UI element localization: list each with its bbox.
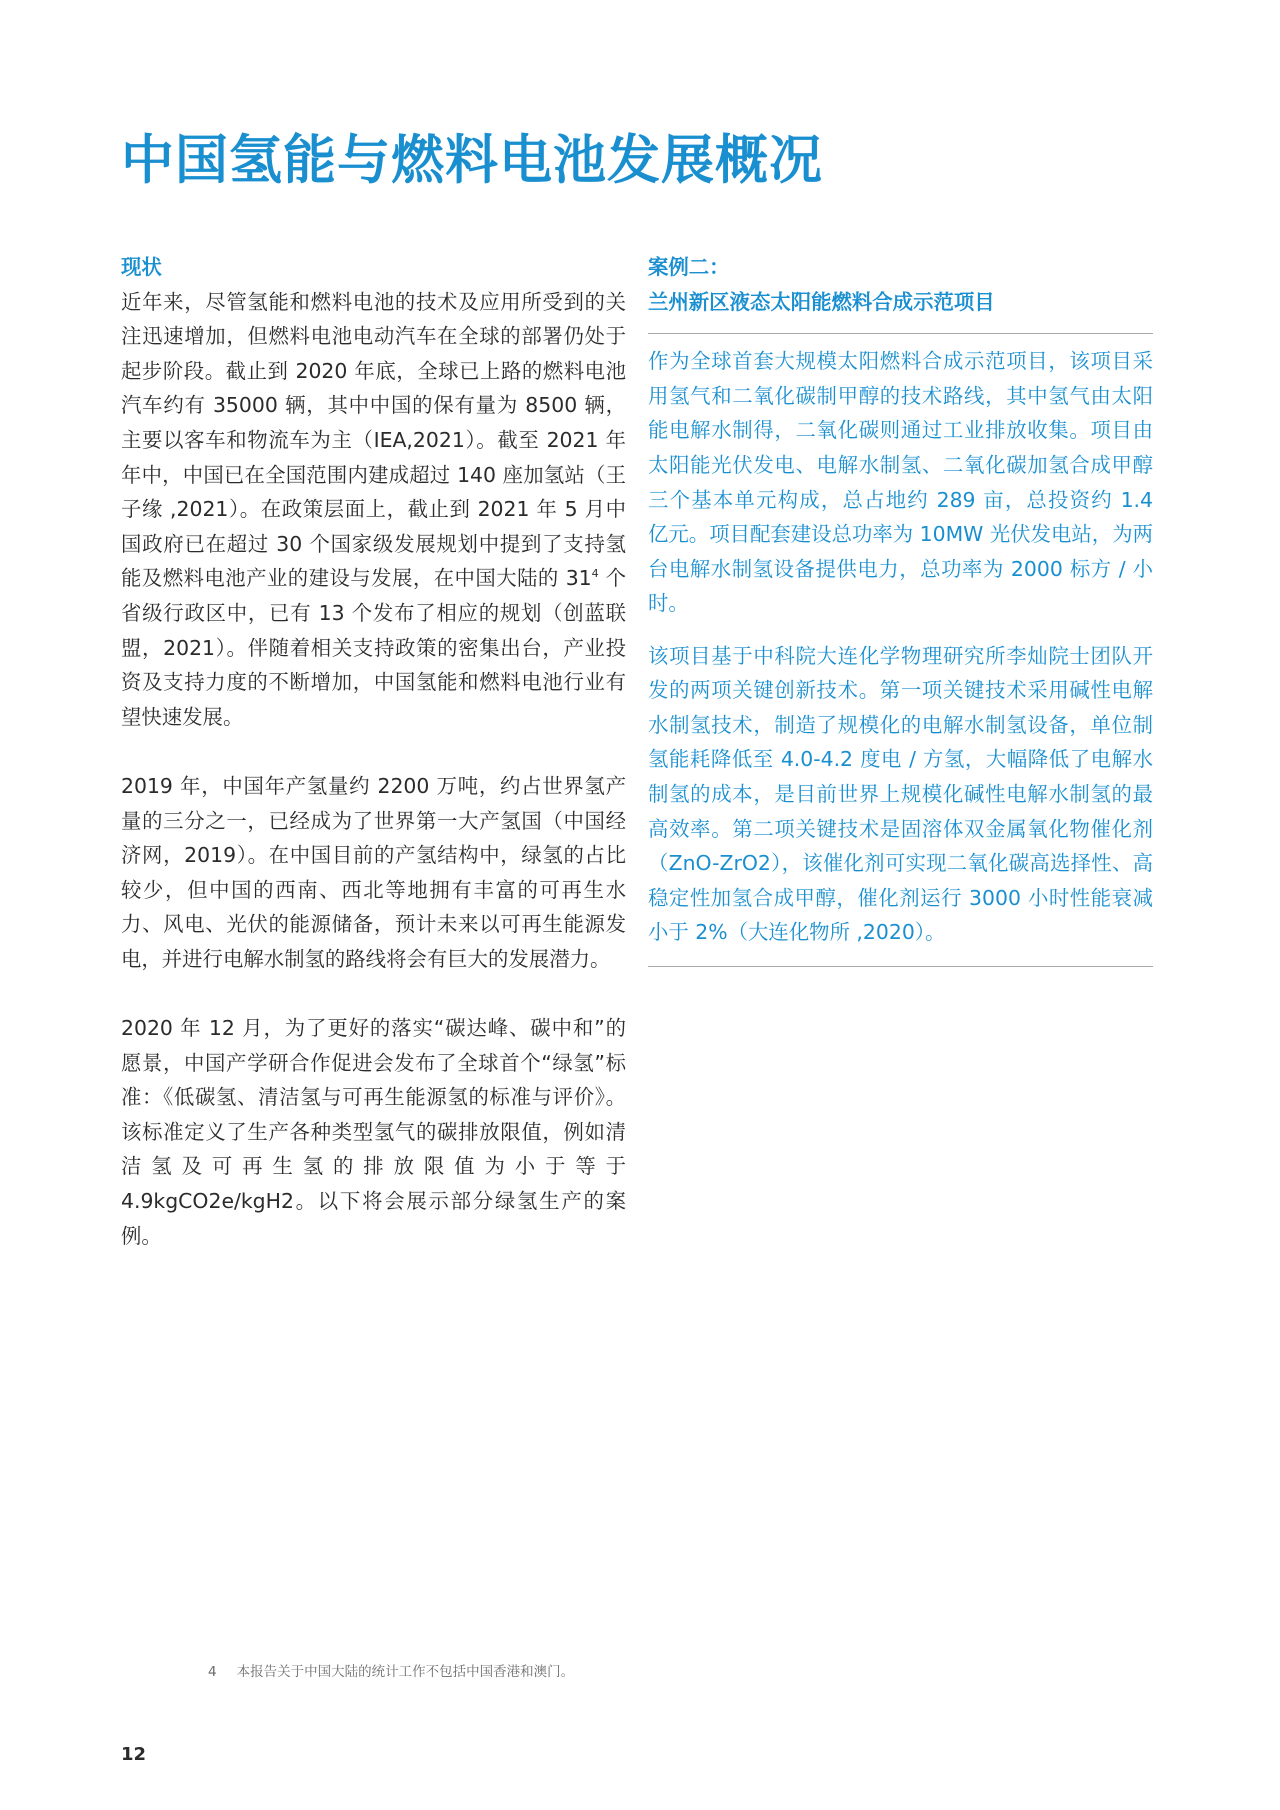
footnote-ref[interactable]: 4 <box>591 567 599 581</box>
case-bottom-rule <box>648 966 1153 967</box>
section-heading: 现状 <box>121 255 162 279</box>
footnote-number: 4 <box>208 1664 217 1680</box>
case-label: 案例二： <box>648 255 730 279</box>
case-title: 兰州新区液态太阳能燃料合成示范项目 <box>648 289 995 314</box>
case-body <box>648 334 1153 950</box>
case-paragraph-technology: 该项目基于中科院大连化学物理研究所李灿院士团队开发的两项关键创新技术。第一项关键技术采用碱性电解水制氢技术，制造了规模化的电解水制氢设备，单位制氢能耗降低至 4.0-4.2 度电 / 方氢，大幅降低了电解水制氢的成本，是目前世界上规模化碱性电解水制氢的最高效率。第二项关键技术是固溶体双金属氧化物催化剂（ZnO-ZrO2），该催化剂可实现二氧化碳高选择性、高稳定性加氢合成甲醇，催化剂运行 3000 小时性能衰减小于 2%（大连化物所 ,2020）。 <box>648 643 1153 945</box>
paragraph-status-part1: 近年来，尽管氢能和燃料电池的技术及应用所受到的关注迅速增加，但燃料电池电动汽车在全球的部署仍处于起步阶段。截止到 2020 年底，全球已上路的燃料电池汽车约有 35000 辆，其中中国的保有量为 8500 辆，主要以客车和物流车为主（IEA,2021）。截至 2021 年年中，中国已在全国范围内建成超过 140 座加氢站（王子缘 ,2021）。在政策层面上，截止到 2021 年 5 月中国政府已在超过 30 个国家级发展规划中提到了支持氢能及燃料电池产业的建设与发展，在中国大陆的 31 <box>121 289 626 591</box>
page-title: 中国氢能与燃料电池发展概况 <box>121 130 823 191</box>
paragraph-status <box>121 285 626 735</box>
page-number: 12 <box>121 1744 147 1765</box>
paragraph-status-part2: 个省级行政区中，已有 13 个发布了相应的规划（创蓝联盟，2021）。伴随着相关支持政策的密集出台，产业投资及支持力度的不断增加，中国氢能和燃料电池行业有望快速发展。 <box>121 566 626 729</box>
left-column <box>121 250 626 1253</box>
paragraph-production: 2019 年，中国年产氢量约 2200 万吨，约占世界氢产量的三分之一，已经成为了世界第一大产氢国（中国经济网，2019）。在中国目前的产氢结构中，绿氢的占比较少，但中国的西南、西北等地拥有丰富的可再生水力、风电、光伏的能源储备，预计未来以可再生能源发电，并进行电解水制氢的路线将会有巨大的发展潜力。 <box>121 773 626 971</box>
footnote-text: 本报告关于中国大陆的统计工作不包括中国香港和澳门。 <box>236 1664 575 1680</box>
case-study-box <box>648 250 1153 967</box>
case-paragraph-overview: 作为全球首套大规模太阳燃料合成示范项目，该项目采用氢气和二氧化碳制甲醇的技术路线，其中氢气由太阳能电解水制得，二氧化碳则通过工业排放收集。项目由太阳能光伏发电、电解水制氢、二氧化碳加氢合成甲醇三个基本单元构成，总占地约 289 亩，总投资约 1.4 亿元。项目配套建设总功率为 10MW 光伏发电站，为两台电解水制氢设备提供电力，总功率为 2000 标方 / 小时。 <box>648 349 1153 616</box>
footnote <box>208 1660 574 1680</box>
paragraph-standard: 2020 年 12 月，为了更好的落实“碳达峰、碳中和”的愿景，中国产学研合作促进会发布了全球首个“绿氢”标准：《低碳氢、清洁氢与可再生能源氢的标准与评价》。该标准定义了生产各种类型氢气的碳排放限值，例如清洁氢及可再生氢的排放限值为小于等于 4.9kgCO2e/kgH2。以下将会展示部分绿氢生产的案例。 <box>121 1016 626 1248</box>
